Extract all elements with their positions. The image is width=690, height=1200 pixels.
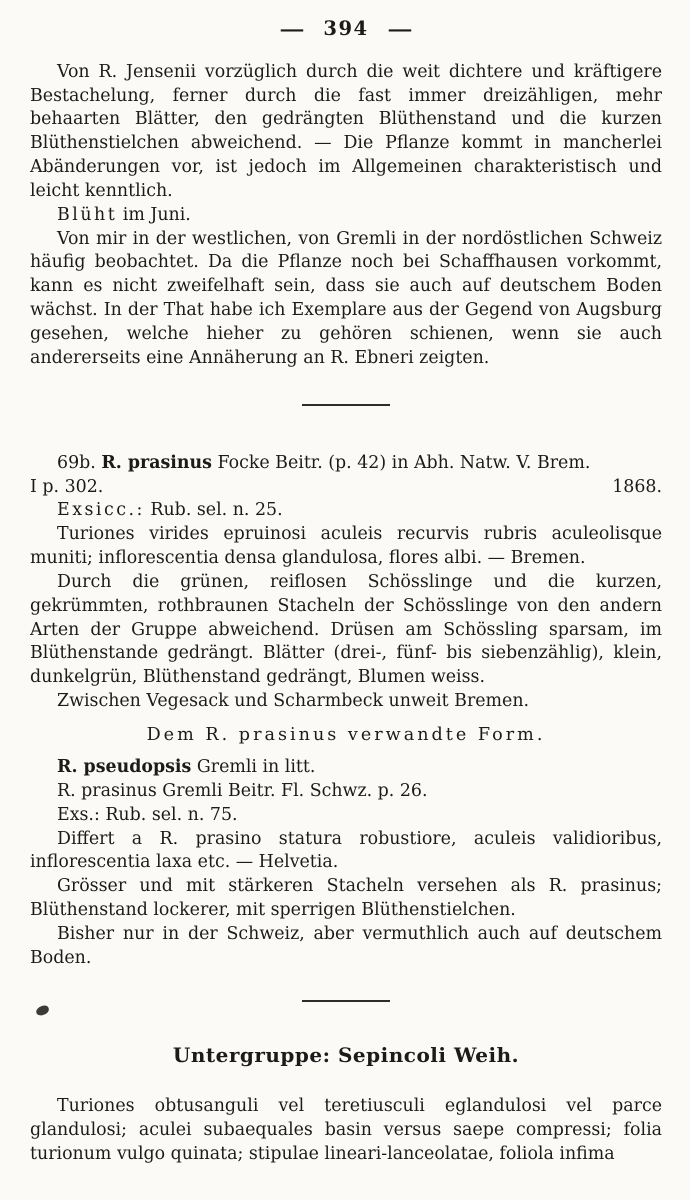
entry-citation: Focke Beitr. (p. 42) in Abh. Natw. V. Brem.	[217, 452, 591, 473]
distribution-note: Bisher nur in der Schweiz, aber vermuthlich auch auf deutschem Boden.	[30, 923, 662, 968]
german-description: Grösser und mit stärkeren Stacheln versehen als R. prasinus; Blüthenstand lockerer, mit sperrigen Blüthenstielchen.	[30, 876, 662, 921]
species-name: R. pseudopsis	[57, 757, 192, 778]
related-form-heading: Dem R. prasinus verwandte Form.	[146, 724, 546, 745]
species-author: Gremli in litt.	[196, 757, 316, 778]
latin-diagnosis: Differt a R. prasino statura robustiore, aculeis validioribus, inflorescentia laxa etc. — Helvetia.	[30, 828, 662, 873]
locality-line: Zwischen Vegesack und Scharmbeck unweit Bremen.	[57, 691, 530, 712]
header-dash-left: —	[279, 19, 305, 40]
paragraph-comparison: Von R. Jensenii vorzüglich durch die weit dichtere und kräftigere Bestachelung, ferner durch die fast immer dreizähligen, mehr behaarten Blätter, den gedrängten Blüthenstand und die kurzen Blüthenstielchen abweichend. — Die Pflanze kommt in mancherlei Abänderungen vor, ist jedoch im Allgemeinen charakteristisch und leicht kenntlich.	[30, 61, 662, 201]
section-prasinus-entry	[30, 452, 662, 714]
flowering-time-line	[30, 204, 662, 228]
species-entry-line	[30, 756, 662, 780]
species-name: R. prasinus	[101, 452, 212, 473]
section-sepincoli-subgroup	[30, 1042, 662, 1167]
section-pseudopsis-entry	[30, 756, 662, 971]
exsiccata-value: Rub. sel. n. 25.	[150, 500, 283, 521]
entry-volume-page: I p. 302.	[30, 476, 104, 497]
exsiccata-label: Exsicc.:	[57, 500, 145, 521]
divider-line	[302, 404, 390, 406]
entry-continuation-line	[30, 476, 662, 500]
exsiccata-line: Exs.: Rub. sel. n. 75.	[57, 804, 238, 825]
entry-year: 1868.	[612, 476, 662, 497]
subgroup-heading: Untergruppe: Sepincoli Weih.	[172, 1042, 520, 1067]
page-header	[30, 16, 662, 43]
flowering-rest: im Juni.	[122, 204, 191, 225]
divider-line	[302, 1000, 390, 1002]
entry-number: 69b.	[57, 452, 96, 473]
paragraph-distribution: Von mir in der westlichen, von Gremli in der nordöstlichen Schweiz häufig beobachtet. Da die Pflanze noch bei Schaffhausen vorkommt, kann es nicht zweifelhaft sein, dass sie auch auf deutschem Boden wächst. In der That habe ich Exemplare aus der Gegend von Augsburg gesehen, welche hieher zu gehören schienen, wenn sie auch andererseits eine Annäherung an R. Ebneri zeigten.	[30, 228, 662, 368]
species-entry-line	[30, 452, 662, 476]
header-dash-right: —	[387, 19, 413, 40]
latin-diagnosis: Turiones virides epruinosi aculeis recurvis rubris aculeolisque muniti; inflorescentia densa glandulosa, flores albi. — Bremen.	[30, 524, 662, 569]
section-jensenii-description	[30, 61, 662, 371]
ink-blot	[35, 1004, 50, 1016]
synonym-line: R. prasinus Gremli Beitr. Fl. Schwz. p. 26.	[57, 780, 428, 801]
section-divider-1	[30, 401, 662, 406]
flowering-label: Blüht	[57, 204, 118, 225]
latin-diagnosis: Turiones obtusanguli vel teretiusculi eglandulosi vel parce glandulosi; aculei subaequales basin versus saepe compressi; folia turionum vulgo quinata; stipulae lineari-lanceolatae, foliola infima	[30, 1096, 662, 1164]
german-description: Durch die grünen, reiflosen Schösslinge und die kurzen, gekrümmten, rothbraunen Stacheln der Schösslinge von den andern Arten der Gruppe abweichend. Drüsen am Schössling sparsam, im Blüthenstande gedrängt. Blätter (drei-, fünf- bis siebenzählig), klein, dunkelgrün, Blüthenstand gedrängt, Blumen weiss.	[30, 571, 662, 688]
section-divider-2	[30, 997, 662, 1002]
exsiccata-line	[30, 499, 662, 523]
page-number: 394	[323, 17, 369, 40]
